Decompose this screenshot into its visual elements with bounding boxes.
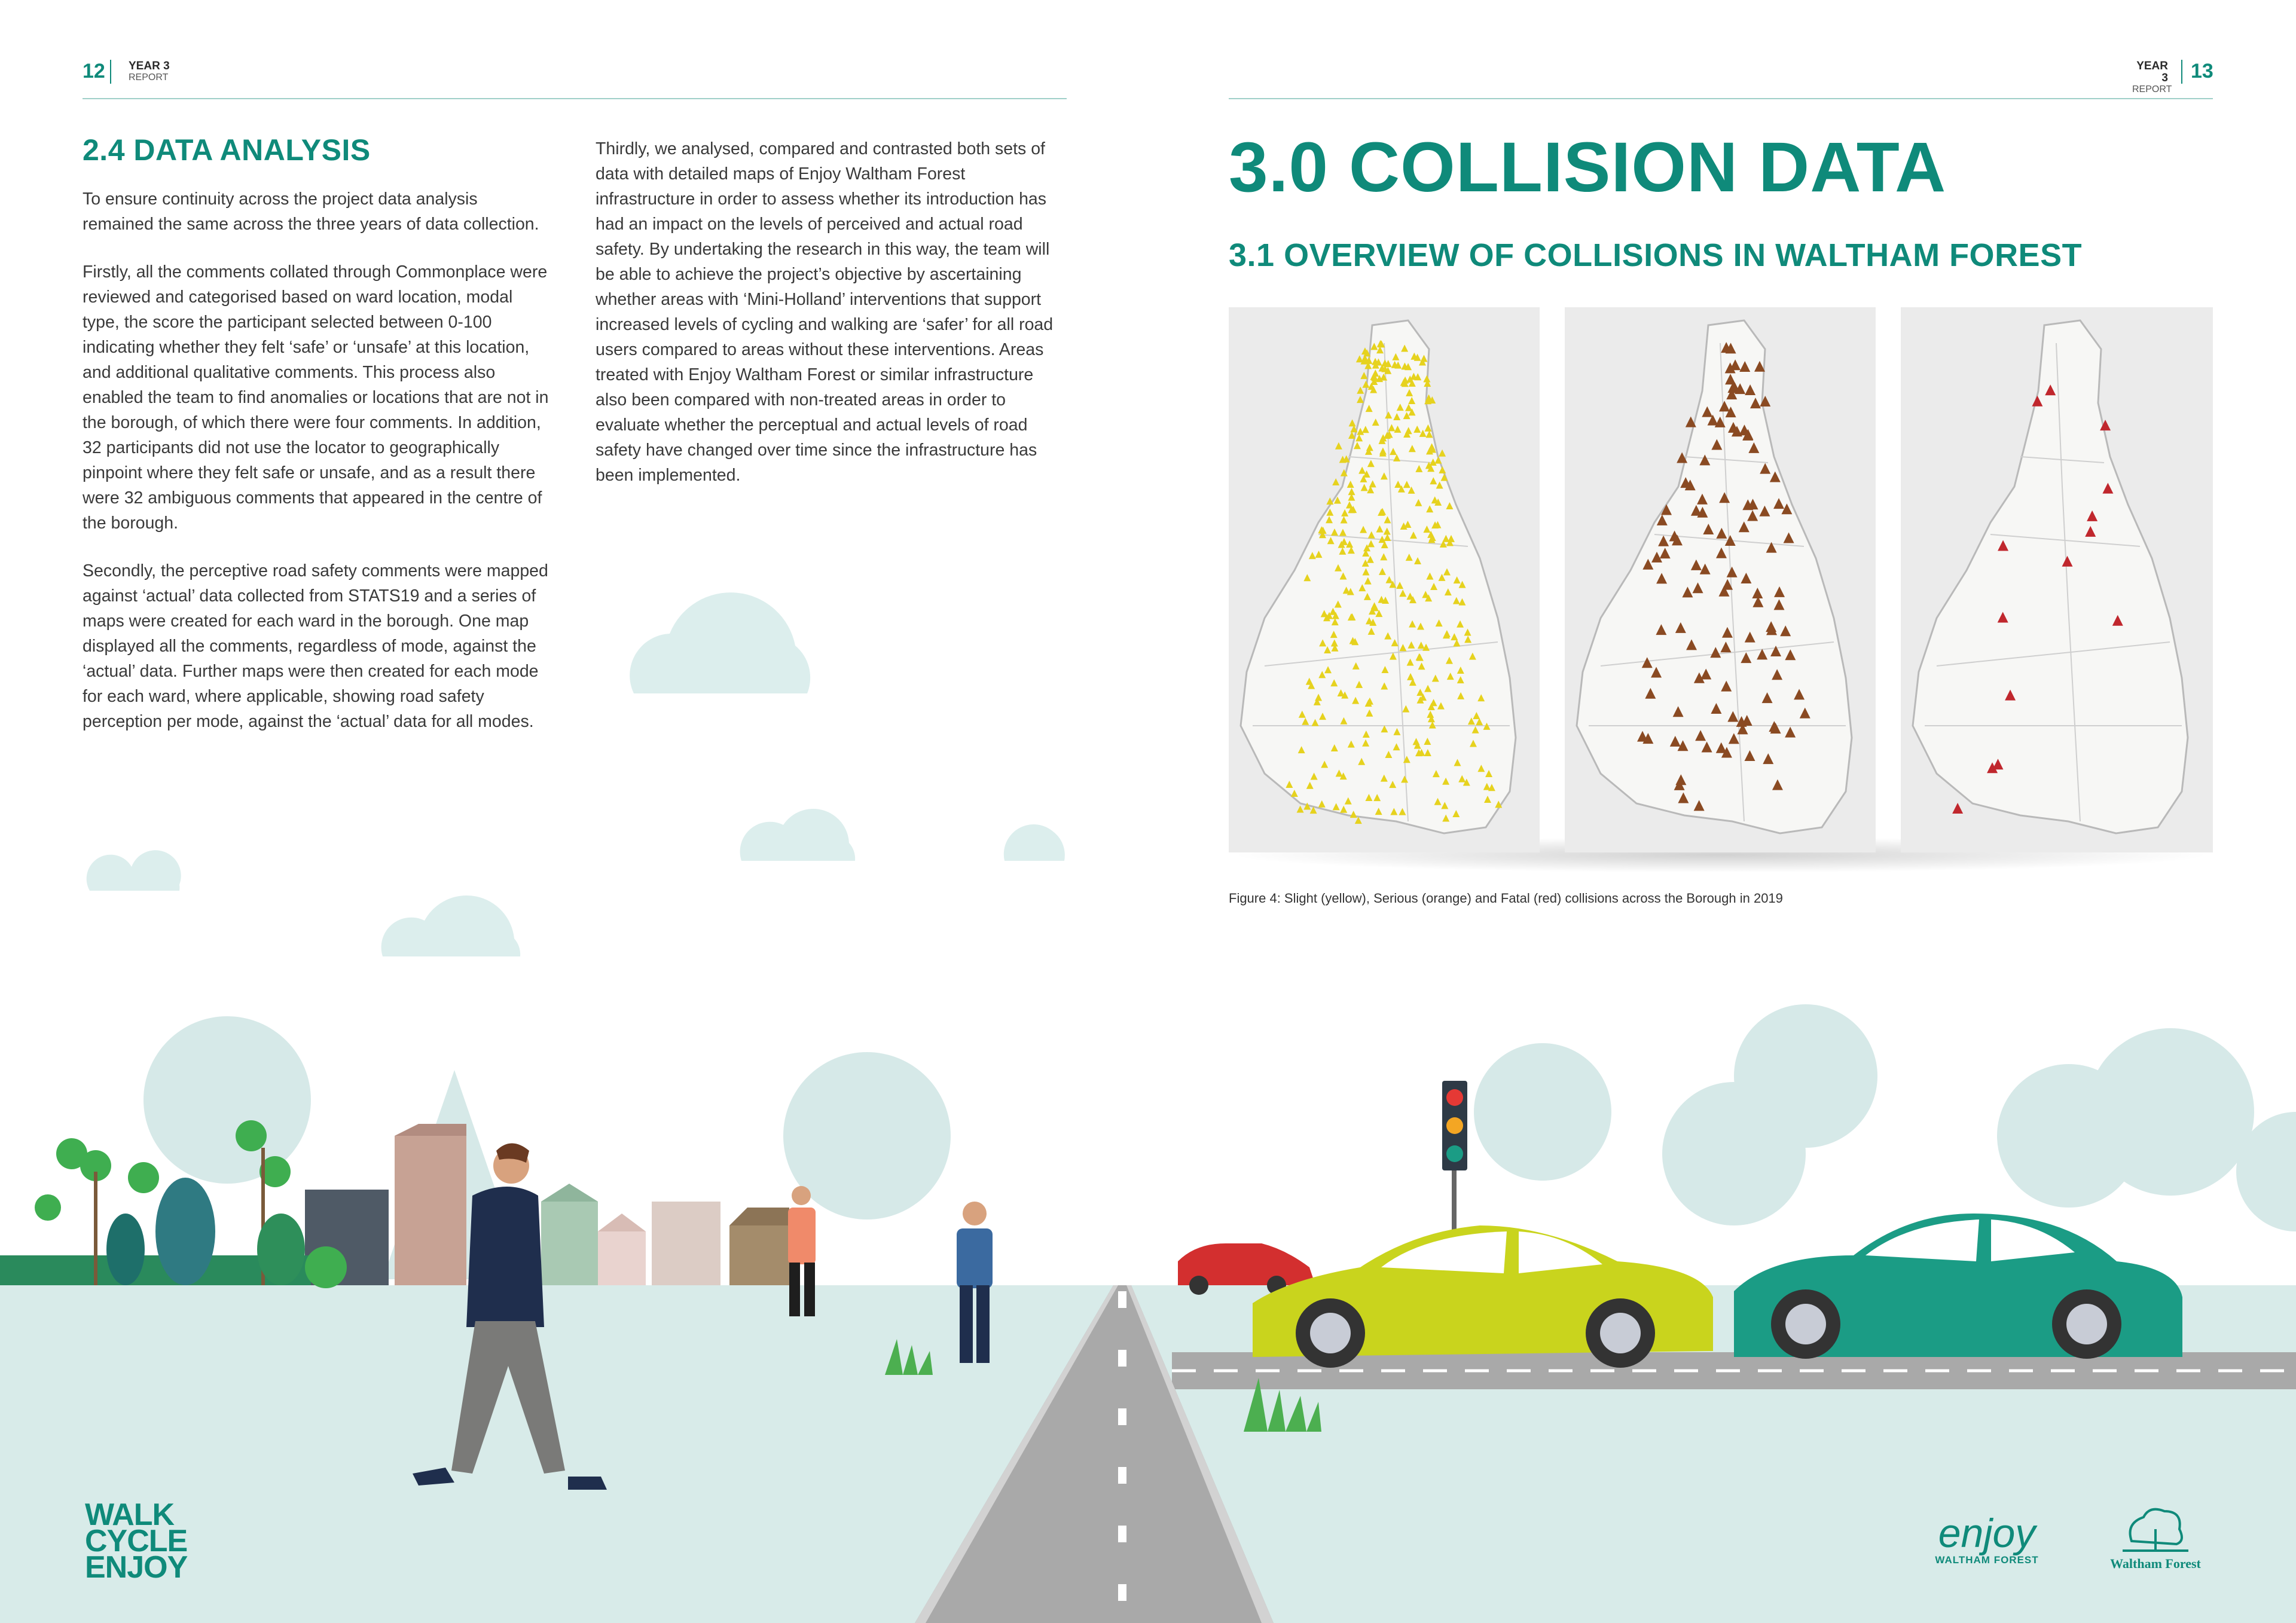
paragraph: Thirdly, we analysed, compared and contrasted both sets of data with detailed maps of Enjoy Waltham Forest infrastructure in order to assess whether its introduction has had an impact on the levels of perceived and actual road safety. By undertaking the research in this way, the team will be able to achieve the project’s objective by ascertaining whether areas with ‘Mini-Holland’ interventions that support increased levels of cycling and walking are ‘safer’ for all road users compared to areas without these interventions. Areas treated with Enjoy Waltham Forest or similar infrastructure also been compared with non-treated areas in order to evaluate whether the perceptual and actual levels of road safety have changed over time since the infrastructure has been implemented. <box>596 139 1054 485</box>
walk-cycle-enjoy-logo <box>85 1497 188 1585</box>
waltham-forest-council-logo <box>2097 1505 2213 1572</box>
paragraph: Secondly, the perceptive road safety comments were mapped against ‘actual’ data collected from STATS19 and a series of maps were created for each ward in the borough. One map displayed all the comments, regardless of mode, against the ‘actual’ data. Further maps were then created for each mode for each ward, where applicable, showing road safety perception per mode, against the ‘actual’ data for all modes. <box>83 561 548 731</box>
logo-line: WALK <box>85 1497 175 1532</box>
sub-heading: 3.1 OVERVIEW OF COLLISIONS IN WALTHAM FOREST <box>1229 237 2083 273</box>
report-label: REPORT <box>2132 84 2172 94</box>
page-number-right: 13 <box>2191 60 2213 82</box>
paragraph: Firstly, all the comments collated through Commonplace were reviewed and categorised based on ward location, modal type, the score the participant selected between 0-100 indicating whether they felt ‘safe’ or ‘unsafe’ at this location, and additional qualitative comments. This process also enabled the team to find anomalies or locations that are not in the borough, of which there were four comments. In addition, 32 participants did not use the locator to geographically pinpoint where they felt safe or unsafe, and as a result there were 32 ambiguous comments that appeared in the centre of the borough. <box>83 262 549 533</box>
cloud-shapes <box>87 592 1065 956</box>
figure-caption: Figure 4: Slight (yellow), Serious (orange) and Fatal (red) collisions across the Borough in 2019 <box>1229 891 1783 906</box>
main-heading: 3.0 COLLISION DATA <box>1229 128 1947 207</box>
section-heading: 2.4 DATA ANALYSIS <box>83 133 371 167</box>
tree-icon <box>2120 1505 2191 1553</box>
logo-line: ENJOY <box>85 1550 188 1585</box>
lime-car <box>1253 1225 1713 1368</box>
buildings <box>305 1124 789 1285</box>
enjoy-waltham-forest-logo <box>1924 1512 2050 1566</box>
teal-car <box>1734 1214 2182 1359</box>
council-wordmark: Waltham Forest <box>2110 1556 2201 1571</box>
year-label: YEAR 3 <box>2136 60 2168 84</box>
enjoy-wordmark: enjoy <box>1938 1511 2036 1556</box>
page-number-left: 12 <box>83 60 105 82</box>
report-label: REPORT <box>129 72 169 82</box>
logo-line: CYCLE <box>85 1524 188 1558</box>
paragraph: To ensure continuity across the project data analysis remained the same across the three years of data collection. <box>83 189 539 234</box>
year-label: YEAR 3 <box>129 60 170 72</box>
enjoy-subtitle: WALTHAM FOREST <box>1935 1554 2039 1566</box>
